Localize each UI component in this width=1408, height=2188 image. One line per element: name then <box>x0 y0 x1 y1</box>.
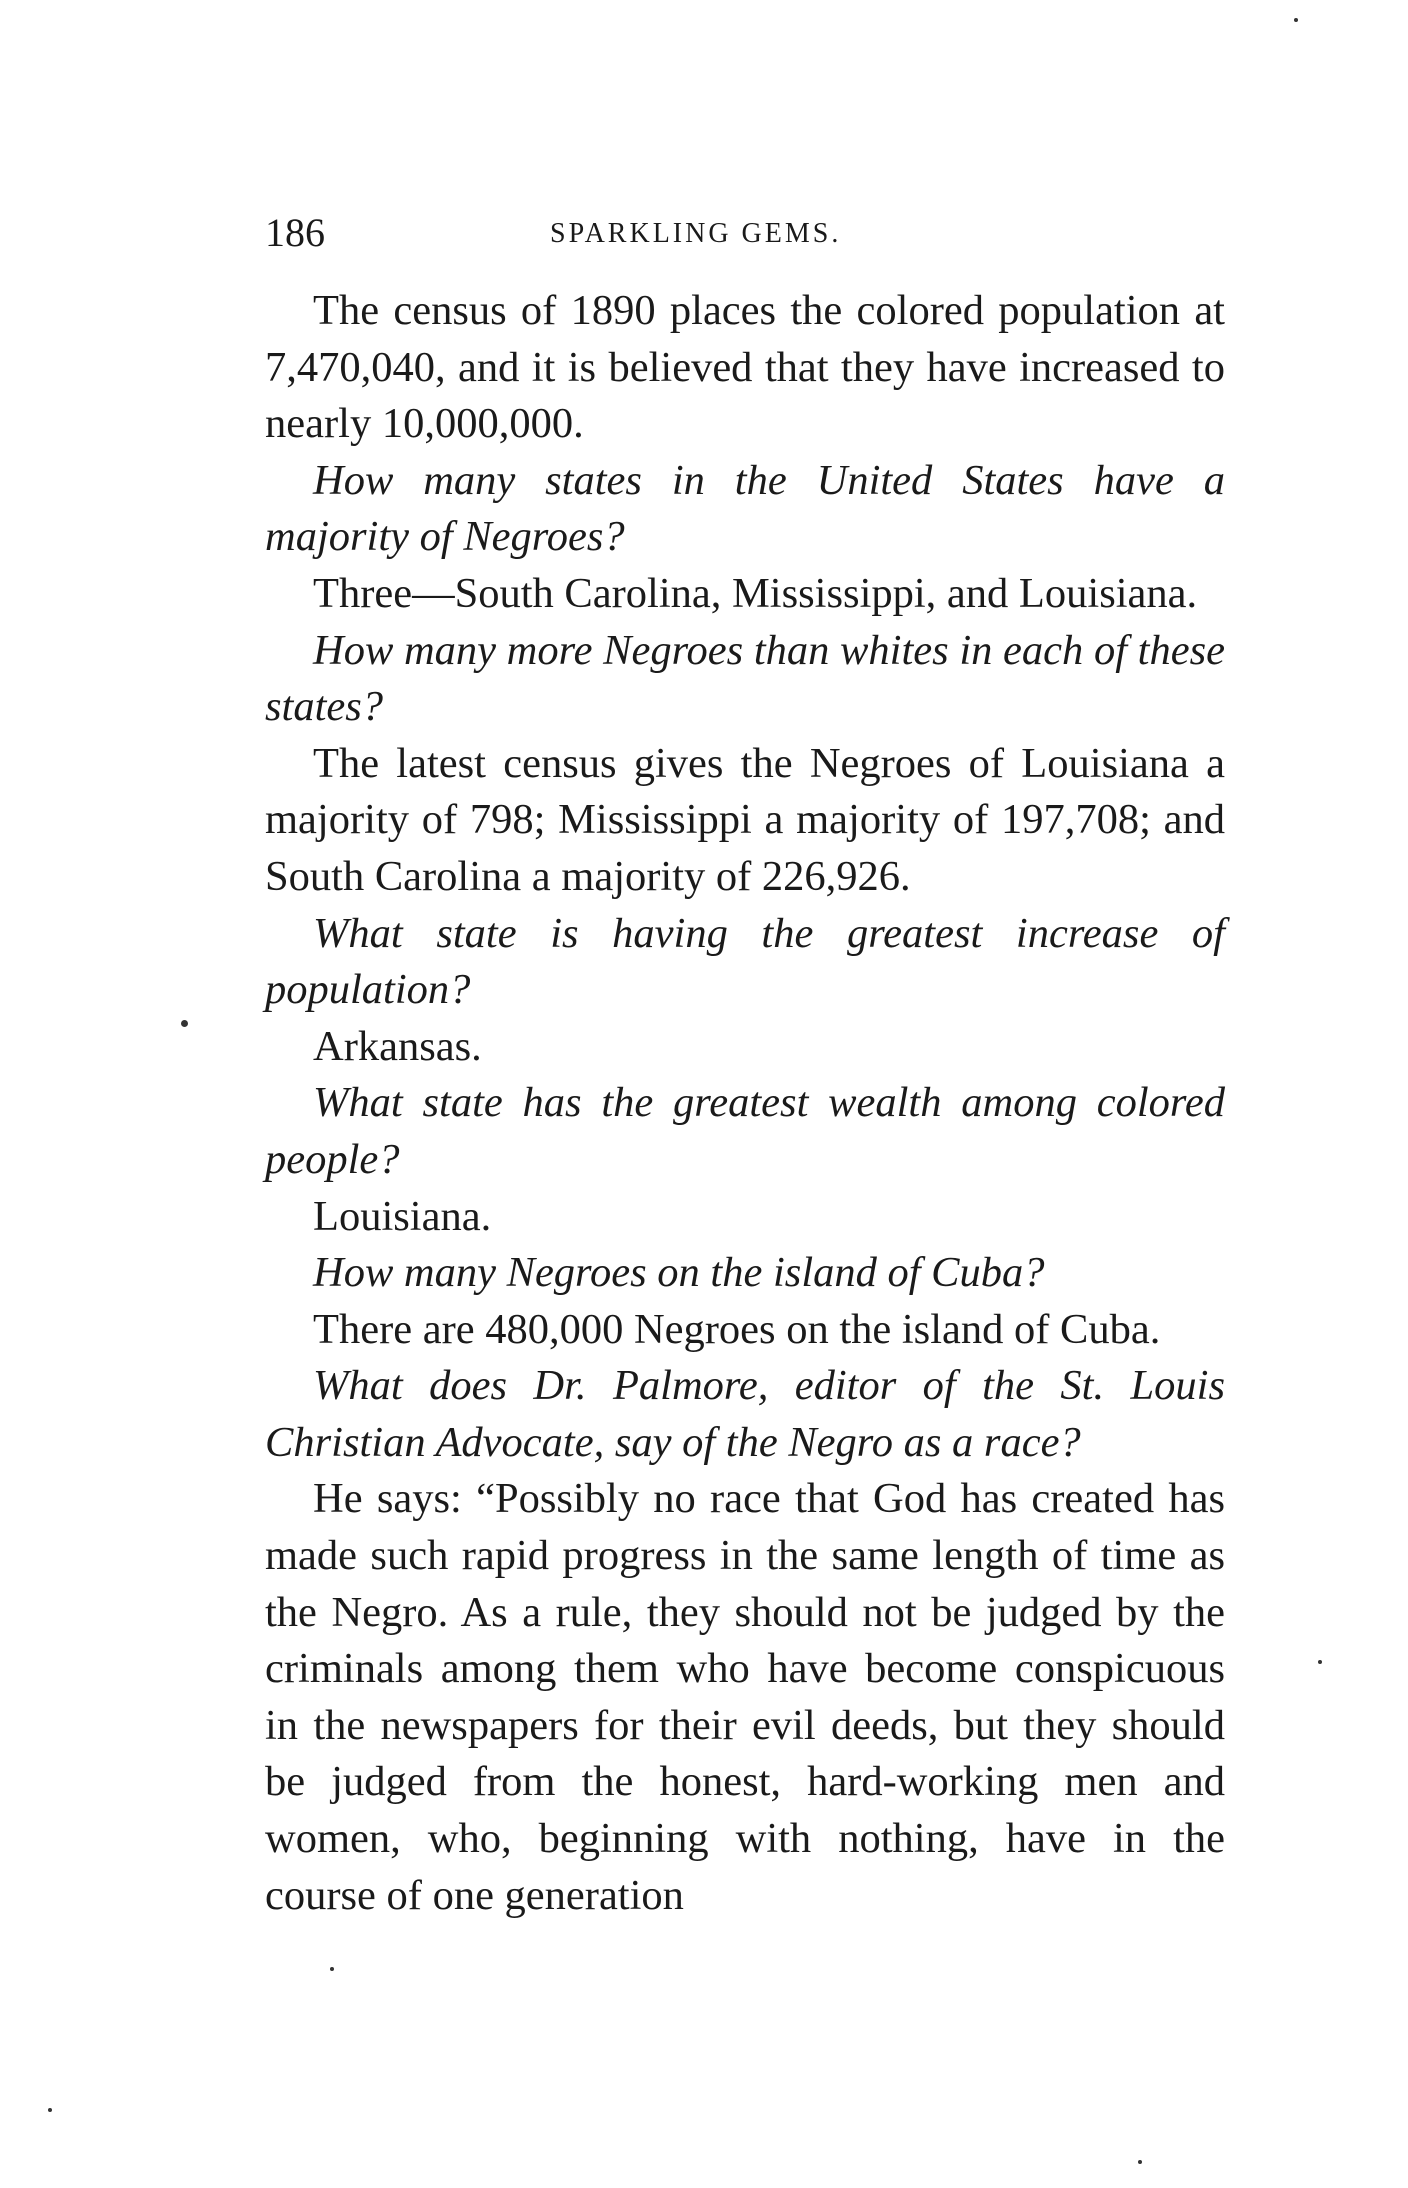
running-head <box>265 208 1225 258</box>
answer-paragraph: Three—South Carolina, Mississippi, and Louisiana. <box>313 569 1198 617</box>
scan-speck <box>48 2108 52 2112</box>
answer-paragraph: There are 480,000 Negroes on the island of Cuba. <box>313 1305 1161 1353</box>
scan-speck <box>181 1020 188 1027</box>
answer-paragraph: Louisiana. <box>313 1192 492 1240</box>
answer-paragraph: The census of 1890 places the colored population at 7,470,040, and it is believed that they have increased to nearly 10,000,000. <box>265 287 1225 448</box>
body-text <box>265 283 1225 1924</box>
scan-speck <box>1138 2160 1142 2164</box>
scan-speck <box>1318 1660 1322 1664</box>
running-title: SPARKLING GEMS. <box>550 218 842 249</box>
answer-paragraph: He says: “Possibly no race that God has created has made such rapid progress in the same length of time as the Negro. As a rule, they should not be judged by the criminals among them who have become conspicuous in the newspapers for their evil deeds, but they should be judged from the honest, hard-working men and women, who, beginning with nothing, have in the course of one generation <box>265 1475 1225 1919</box>
question-paragraph: What does Dr. Palmore, editor of the St. Louis Christian Advocate, say of the Negro as a race? <box>265 1362 1225 1466</box>
question-paragraph: How many states in the United States have a majority of Negroes? <box>265 456 1225 561</box>
question-paragraph: What state has the greatest wealth among colored people? <box>265 1079 1225 1183</box>
question-paragraph: How many more Negroes than whites in each of these states? <box>265 626 1225 731</box>
page-number: 186 <box>265 210 325 255</box>
question-paragraph: How many Negroes on the island of Cuba? <box>313 1249 1045 1297</box>
question-paragraph: What state is having the greatest increase of population? <box>265 909 1225 1014</box>
answer-paragraph: Arkansas. <box>313 1022 482 1070</box>
scan-speck <box>1294 18 1298 22</box>
scan-speck <box>330 1967 334 1971</box>
answer-paragraph: The latest census gives the Negroes of Louisiana a majority of 798; Mississippi a majority of 197,708; and South Carolina a majority of 226,926. <box>265 739 1225 900</box>
